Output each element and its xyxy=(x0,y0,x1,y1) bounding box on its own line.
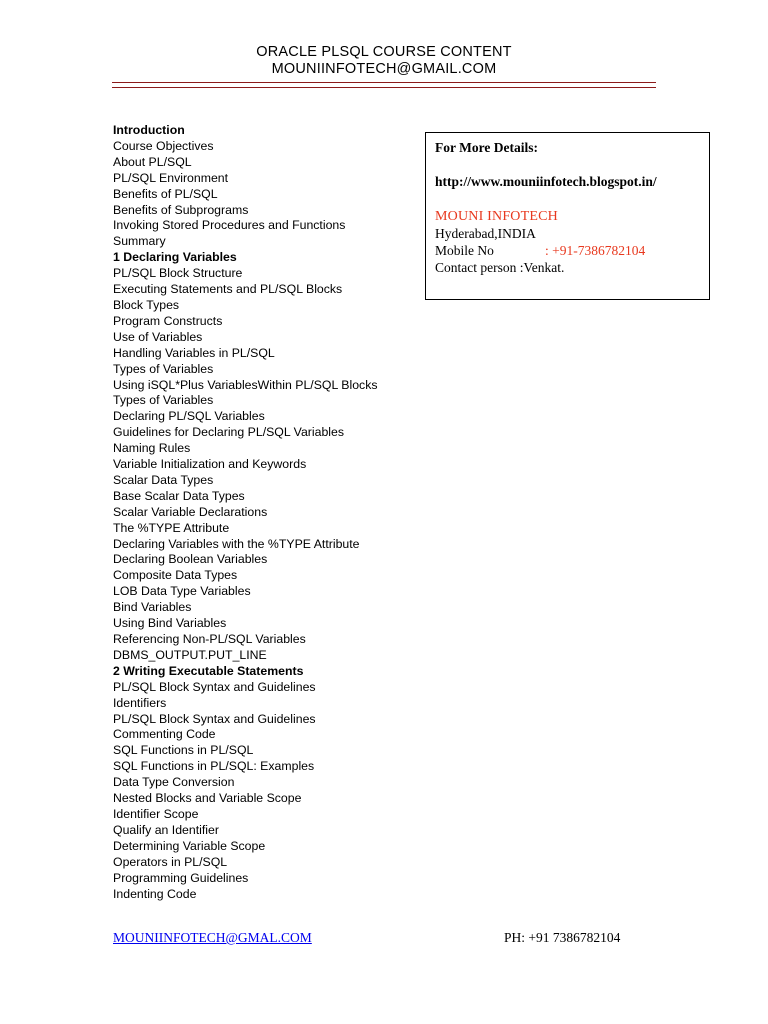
list-item: Identifier Scope xyxy=(113,806,199,821)
header-rule-thin xyxy=(112,87,656,88)
header-email: MOUNIINFOTECH@GMAIL.COM xyxy=(271,61,497,77)
mobile-number: : +91-7386782104 xyxy=(545,243,646,258)
details-label: For More Details: xyxy=(435,140,538,155)
list-item: Commenting Code xyxy=(113,727,216,742)
list-item: Data Type Conversion xyxy=(113,775,235,790)
section-heading: 1 Declaring Variables xyxy=(113,250,237,265)
list-item: PL/SQL Environment xyxy=(113,170,229,185)
section-heading: Introduction xyxy=(113,123,185,137)
list-item: Scalar Variable Declarations xyxy=(113,504,268,519)
list-item: Composite Data Types xyxy=(113,568,238,583)
list-item: Indenting Code xyxy=(113,886,197,901)
list-item: Nested Blocks and Variable Scope xyxy=(113,791,302,806)
company-location: Hyderabad,INDIA xyxy=(435,226,536,241)
list-item: Invoking Stored Procedures and Functions xyxy=(113,218,346,233)
list-item: Block Types xyxy=(113,297,180,312)
list-item: Using iSQL*Plus VariablesWithin PL/SQL Blocks xyxy=(113,377,378,392)
list-item: Types of Variables xyxy=(113,393,214,408)
list-item: SQL Functions in PL/SQL xyxy=(113,743,254,758)
list-item: Bind Variables xyxy=(113,600,192,615)
list-item: Guidelines for Declaring PL/SQL Variables xyxy=(113,425,345,440)
list-item: Summary xyxy=(113,234,166,249)
list-item: Variable Initialization and Keywords xyxy=(113,457,307,472)
list-item: Programming Guidelines xyxy=(113,870,249,885)
list-item: DBMS_OUTPUT.PUT_LINE xyxy=(113,647,267,662)
contact-info-box xyxy=(425,132,710,300)
list-item: About PL/SQL xyxy=(113,154,192,169)
list-item: Benefits of Subprograms xyxy=(113,202,249,217)
list-item: Handling Variables in PL/SQL xyxy=(113,345,275,360)
list-item: Declaring PL/SQL Variables xyxy=(113,409,265,424)
list-item: Identifiers xyxy=(113,695,167,710)
list-item: PL/SQL Block Structure xyxy=(113,266,243,281)
list-item: The %TYPE Attribute xyxy=(113,520,230,535)
list-item: Program Constructs xyxy=(113,313,223,328)
list-item: Scalar Data Types xyxy=(113,472,214,487)
list-item: Determining Variable Scope xyxy=(113,838,266,853)
list-item: Executing Statements and PL/SQL Blocks xyxy=(113,282,343,297)
list-item: Using Bind Variables xyxy=(113,616,227,631)
list-item: Declaring Variables with the %TYPE Attribute xyxy=(113,536,360,551)
document-title: ORACLE PLSQL COURSE CONTENT xyxy=(256,44,512,60)
mobile-label: Mobile No xyxy=(435,243,494,258)
list-item: Declaring Boolean Variables xyxy=(113,552,268,567)
list-item: Types of Variables xyxy=(113,361,214,376)
document-header xyxy=(0,44,768,78)
list-item: LOB Data Type Variables xyxy=(113,584,251,599)
list-item: Naming Rules xyxy=(113,441,191,456)
footer-phone: PH: +91 7386782104 xyxy=(504,930,621,945)
header-rule-thick xyxy=(112,82,656,83)
list-item: PL/SQL Block Syntax and Guidelines xyxy=(113,711,316,726)
company-name: MOUNI INFOTECH xyxy=(435,209,558,224)
footer-email-link[interactable]: MOUNIINFOTECH@GMAL.COM xyxy=(113,930,312,945)
list-item: SQL Functions in PL/SQL: Examples xyxy=(113,759,315,774)
list-item: Use of Variables xyxy=(113,329,203,344)
list-item: Operators in PL/SQL xyxy=(113,854,228,869)
course-content-list xyxy=(113,123,413,902)
list-item: Base Scalar Data Types xyxy=(113,488,245,503)
contact-person: Contact person :Venkat. xyxy=(435,260,565,275)
list-item: Qualify an Identifier xyxy=(113,822,219,837)
list-item: Referencing Non-PL/SQL Variables xyxy=(113,632,306,646)
list-item: Course Objectives xyxy=(113,138,214,153)
mobile-line xyxy=(435,242,709,259)
blog-url: http://www.mouniinfotech.blogspot.in/ xyxy=(435,174,657,189)
list-item: Benefits of PL/SQL xyxy=(113,186,218,201)
section-heading: 2 Writing Executable Statements xyxy=(113,663,304,678)
list-item: PL/SQL Block Syntax and Guidelines xyxy=(113,679,316,694)
